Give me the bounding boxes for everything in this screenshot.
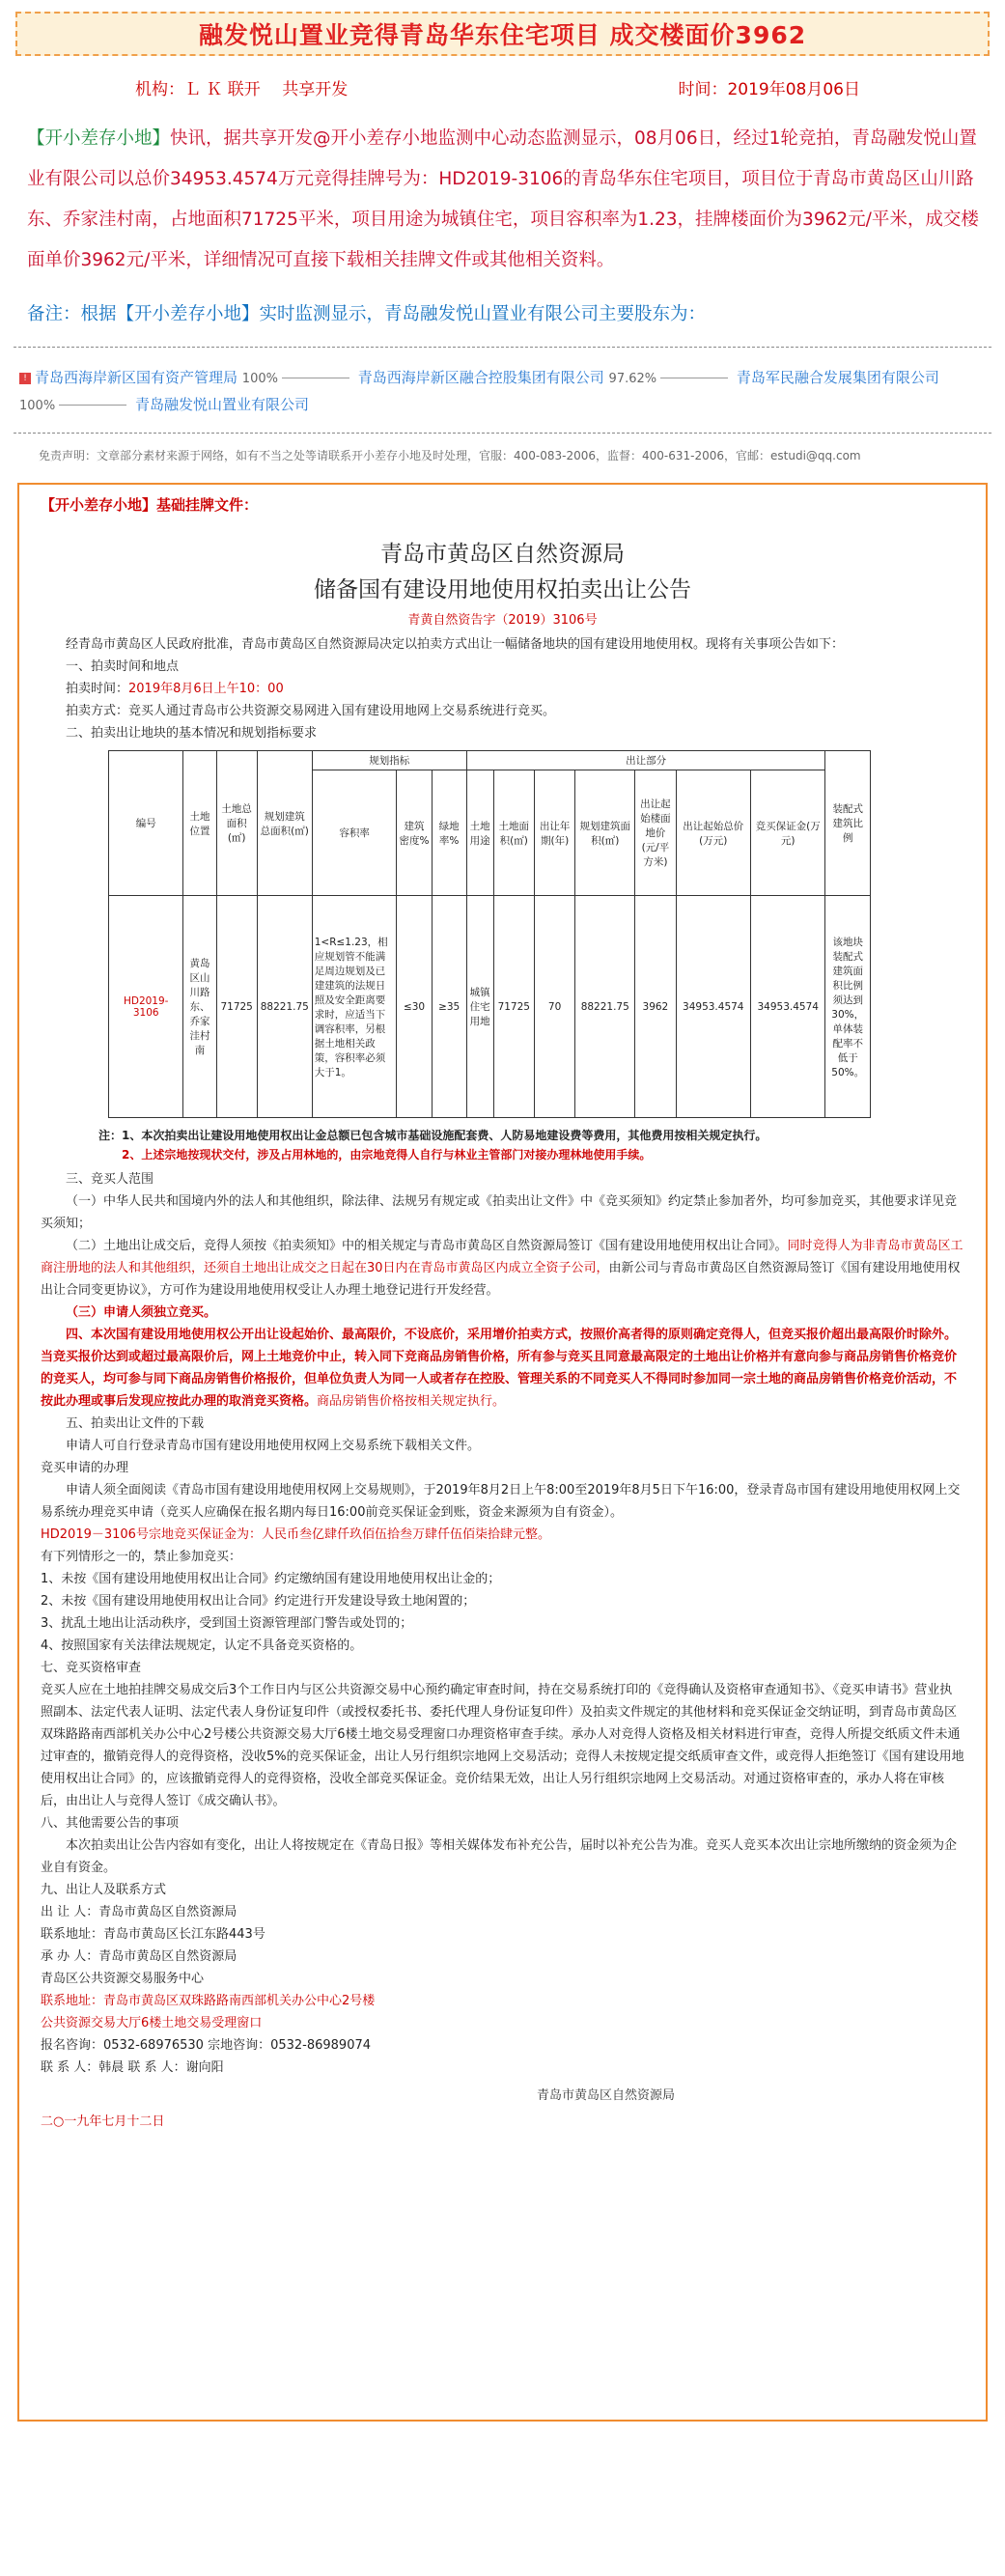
th-prefab: 装配式建筑比例 — [825, 751, 871, 896]
page — [0, 12, 1005, 2576]
contact-phone: 报名咨询：0532-68976530 宗地咨询：0532-86989074 — [41, 2038, 372, 2053]
banned-3: 3、扰乱土地出让活动秩序，受到国土资源管理部门警告或处罚的； — [41, 1616, 413, 1631]
s3-2-text: （二）土地出让成交后，竞得人须按《拍卖须知》中的相关规定与青岛市黄岛区自然资源局签订《国有建设用地使用权出让合同》。 — [66, 1239, 788, 1253]
shareholder-link-2[interactable]: 青岛西海岸新区融合控股集团有限公司 — [357, 369, 604, 386]
doc-head-text: 基础挂牌文件： — [156, 496, 259, 514]
th-years: 出让年期(年) — [534, 770, 574, 896]
section-8-heading: 八、其他需要公告的事项 — [41, 1816, 180, 1831]
share-percent-1: 100% — [241, 372, 278, 386]
section-7-heading: 七、竞买资格审查 — [41, 1661, 142, 1675]
th-build2: 规划建筑面积(㎡) — [575, 770, 635, 896]
th-total: 出让起始总价(万元) — [676, 770, 750, 896]
th-area2: 土地面积(㎡) — [493, 770, 534, 896]
share-percent-2: 97.62% — [608, 372, 657, 386]
org-label: 机构：Ｌ Ｋ 联开 共享开发 — [135, 80, 349, 99]
section-3-heading: 三、竞买人范围 — [66, 1172, 154, 1187]
share-percent-3: 100% — [19, 399, 56, 413]
auction-time-value: 2019年8月6日上午10：00 — [128, 682, 284, 696]
section-6-apply: 申请人须全面阅读《青岛市国有建设用地使用权网上交易规则》，于2019年8月2日上午8:00至2019年8月5日下午16:00，登录青岛市国有建设用地使用权网上交易系统办理竞买申请（竞买人应确保在报名期内每日16:00前竞买保证金到账，资金来源须为自有资金）。 — [41, 1483, 961, 1520]
cell-deposit: 34953.4574 — [750, 896, 824, 1118]
shareholder-link-3[interactable]: 青岛军民融合发展集团有限公司 — [736, 369, 939, 386]
cell-years: 70 — [534, 896, 574, 1118]
doc-number: 青黄自然资告字（2019）3106号 — [407, 613, 598, 628]
th-sale: 出让部分 — [466, 751, 825, 770]
auction-time — [41, 678, 964, 700]
th-area: 土地总面积(㎡) — [216, 751, 257, 896]
contact-handler: 承 办 人：青岛市黄岛区自然资源局 — [41, 1949, 237, 1964]
th-far: 容积率 — [312, 770, 397, 896]
s3-2-text-b: 由新公司与青岛市黄岛区自然资源局签订《国有建设用地使用权出让合同变更协议》，方可作为建设用地使用权受让人办理土地登记进行开发经营。 — [41, 1261, 961, 1298]
doc-header — [41, 485, 964, 515]
section-4-text: 四、本次国有建设用地使用权公开出让设起始价、最高限价，不设底价，采用增价拍卖方式，按照价高者得的原则确定竞得人，但竞买报价超出最高限价时除外。当竞买报价达到或超过最高限价后，网上土地竞价中止，转入同下竞商品房销售价格，所有参与竞买且同意最高限定的土地出让价格并有意向参与商品房销售价格竞价的竞买人，均可参与同下商品房销售价格报价，但单位负责人为同一人或者存在控股、管理关系的不同竞买人不得同时参加同一宗土地的商品房销售价格竞价活动，不按此办理或事后发现应按此办理的取消竞买资格。 — [41, 1328, 958, 1409]
section-6-deposit: HD2019－3106号宗地竞买保证金为：人民币叁亿肆仟玖佰伍拾叁万肆仟伍佰柒拾肆元整。 — [41, 1527, 550, 1542]
doc-title-2: 储备国有建设用地使用权拍卖出让公告 — [314, 577, 691, 602]
cell-build: 88221.75 — [257, 896, 312, 1118]
banned-1: 1、未按《国有建设用地使用权出让合同》约定缴纳国有建设用地使用权出让金的； — [41, 1572, 501, 1586]
section-1-heading: 一、拍卖时间和地点 — [66, 659, 180, 674]
contact-address-1: 联系地址：青岛市黄岛区长江东路443号 — [41, 1927, 265, 1942]
table-note-1: 注：1、本次拍卖出让建设用地使用权出让金总额已包含城市基础设施配套费、人防易地建设费等费用，其他费用按相关规定执行。 — [98, 1129, 768, 1142]
th-build: 规划建筑总面积(㎡) — [257, 751, 312, 896]
doc-intro: 经青岛市黄岛区人民政府批准，青岛市黄岛区自然资源局决定以拍卖方式出让一幅储备地块的国有建设用地使用权。现将有关事项公告如下： — [66, 637, 845, 652]
contact-address-2: 联系地址：青岛市黄岛区双珠路路南西部机关办公中心2号楼 — [41, 1994, 376, 2008]
contact-center: 青岛区公共资源交易服务中心 — [41, 1972, 205, 1986]
table-note-2: 2、上述宗地按现状交付，涉及占用林地的，由宗地竞得人自行与林业主管部门对接办理林地使用手续。 — [122, 1148, 652, 1162]
section-4-tail: 商品房销售价格按相关规定执行。 — [317, 1394, 506, 1409]
cell-green: ≥35 — [432, 896, 466, 1118]
th-price: 出让起始楼面地价(元/平方米) — [635, 770, 676, 896]
intro-text: 快讯，据共享开发@开小差存小地监测中心动态监测显示，08月06日，经过1轮竞拍，青岛融发悦山置业有限公司以总价34953.4574万元竞得挂牌号为：HD2019-3106的青岛华东住宅项目，项目位于青岛市黄岛区山川路东、乔家洼村南，占地面积71725平米，项目用途为城镇住宅，项目容积率为1.23，挂牌楼面价为3962元/平米，成交楼面单价3962元/平米，详细情况可直接下载相关挂牌文件或其他相关资料。 — [27, 128, 979, 270]
section-3-item-2 — [41, 1235, 964, 1302]
th-no: 编号 — [109, 751, 183, 896]
listing-document — [17, 483, 988, 2422]
section-2-heading: 二、拍卖出让地块的基本情况和规划指标要求 — [66, 726, 318, 741]
section-6-banned: 有下列情形之一的，禁止参加竞买： — [41, 1550, 242, 1564]
cell-area: 71725 — [216, 896, 257, 1118]
cell-loc: 黄岛区山川路东、乔家洼村南 — [183, 896, 216, 1118]
section-6-heading: 竞买申请的办理 — [41, 1461, 129, 1475]
signature-date: 二○一九年七月十二日 — [41, 2114, 165, 2129]
shareholder-note: 备注：根据【开小差存小地】实时监测显示，青岛融发悦山置业有限公司主要股东为： — [27, 304, 707, 324]
cell-total: 34953.4574 — [676, 896, 750, 1118]
arrow-icon — [59, 405, 126, 406]
warning-icon: ! — [19, 373, 31, 384]
disclaimer: 免责声明：文章部分素材来源于网络，如有不当之处等请联系开小差存小地及时处理，官服：400-083-2006，监督：400-631-2006，官邮：estudi@qq.com — [39, 449, 861, 462]
shareholding-chain — [0, 348, 1005, 419]
doc-tag: 【开小差存小地】 — [41, 496, 157, 514]
section-8-text: 本次拍卖出让公告内容如有变化，出让人将按规定在《青岛日报》等相关媒体发布补充公告，届时以补充公告为准。竞买人竞买本次出让宗地所缴纳的资金须为企业自有资金。 — [41, 1838, 958, 1875]
contact-person: 联 系 人：韩晨 联 系 人：谢向阳 — [41, 2060, 224, 2075]
banned-4: 4、按照国家有关法律法规规定，认定不具备竞买资格的。 — [41, 1638, 363, 1653]
doc-title-1: 青岛市黄岛区自然资源局 — [380, 542, 625, 567]
section-4 — [41, 1324, 964, 1413]
cell-price: 3962 — [635, 896, 676, 1118]
contact-seller: 出 让 人：青岛市黄岛区自然资源局 — [41, 1905, 237, 1919]
th-deposit: 竞买保证金(万元) — [750, 770, 824, 896]
auction-time-label: 拍卖时间： — [66, 682, 129, 696]
auction-method: 拍卖方式：竞买人通过青岛市公共资源交易网进入国有建设用地网上交易系统进行竞买。 — [66, 704, 556, 718]
title-bar — [15, 12, 990, 56]
s3-2-red: 同时竞得人为非青岛市黄岛区工商注册地的法人和其他组织，还须自土地出让成交之日起在30日内在青岛市黄岛区内成立全资子公司， — [41, 1239, 963, 1275]
shareholder-link-4[interactable]: 青岛融发悦山置业有限公司 — [134, 396, 309, 413]
cell-no: HD2019-3106 — [109, 896, 183, 1118]
page-title: 融发悦山置业竞得青岛华东住宅项目 成交楼面价3962 — [198, 21, 807, 49]
cell-area2: 71725 — [493, 896, 534, 1118]
intro-tag: 【开小差存小地】 — [27, 128, 171, 149]
section-5-text: 申请人可自行登录青岛市国有建设用地使用权网上交易系统下载相关文件。 — [66, 1439, 481, 1453]
section-3-item-1: （一）中华人民共和国境内外的法人和其他组织，除法律、法规另有规定或《拍卖出让文件》中《竞买须知》约定禁止参加者外，均可参加竞买，其他要求详见竞买须知； — [41, 1194, 958, 1231]
banned-2: 2、未按《国有建设用地使用权出让合同》约定进行开发建设导致土地闲置的； — [41, 1594, 476, 1609]
section-7-text: 竞买人应在土地拍挂牌交易成交后3个工作日内与区公共资源交易中心预约确定审查时间，持在交易系统打印的《竞得确认及资格审查通知书》、《竞买申请书》营业执照副本、法定代表人证明、法定代表人身份证复印件（或授权委托书、委托代理人身份证复印件）及拍卖文件规定的其他材料和竞买保证金交纳证明，到青岛市黄岛区双珠路路南西部机关办公中心2号楼公共资源交易大厅6楼土地交易受理窗口办理资格审查手续。承办人对竞得人资格及相关材料进行审查，竞得人所提交纸质文件未通过审查的，撤销竞得人的竞得资格，没收5%的竞买保证金，出让人另行组织宗地网上交易活动；竞得人未按规定提交纸质审查文件，或竞得人拒绝签订《国有建设用地使用权出让合同》的，应该撤销竞得人的竞得资格，没收全部竞买保证金。竞价结果无效，出让人另行组织宗地网上交易活动。对通过资格审查的，承办人将在审核后，由出让人与竞得人签订《成交确认书》。 — [41, 1683, 964, 1808]
th-loc: 土地位置 — [183, 751, 216, 896]
th-use: 土地用途 — [466, 770, 493, 896]
cell-use: 城镇住宅用地 — [466, 896, 493, 1118]
meta-row — [0, 56, 1005, 99]
contact-window: 公共资源交易大厅6楼土地交易受理窗口 — [41, 2016, 263, 2030]
cell-prefab: 该地块装配式建筑面积比例须达到30%，单体装配率不低于50%。 — [825, 896, 871, 1118]
land-table — [108, 750, 871, 1118]
cell-far: 1<R≤1.23，相应规划管不能满足周边规划及已建建筑的法规日照及安全距离要求时，应适当下调容积率，另根据土地相关政策，容积率必须大于1。 — [312, 896, 397, 1118]
shareholder-link-1[interactable]: 青岛西海岸新区国有资产管理局 — [35, 369, 238, 386]
th-green: 绿地率% — [432, 770, 466, 896]
section-3-item-3: （三）申请人须独立竞买。 — [66, 1305, 217, 1320]
time-label: 时间：2019年08月06日 — [678, 80, 860, 99]
th-plan: 规划指标 — [312, 751, 466, 770]
intro-paragraph — [0, 99, 1005, 281]
cell-build2: 88221.75 — [575, 896, 635, 1118]
section-9-heading: 九、出让人及联系方式 — [41, 1883, 167, 1897]
signature-org: 青岛市黄岛区自然资源局 — [536, 2088, 675, 2103]
section-5-heading: 五、拍卖出让文件的下载 — [66, 1416, 205, 1431]
th-density: 建筑密度% — [397, 770, 432, 896]
cell-density: ≤30 — [397, 896, 432, 1118]
